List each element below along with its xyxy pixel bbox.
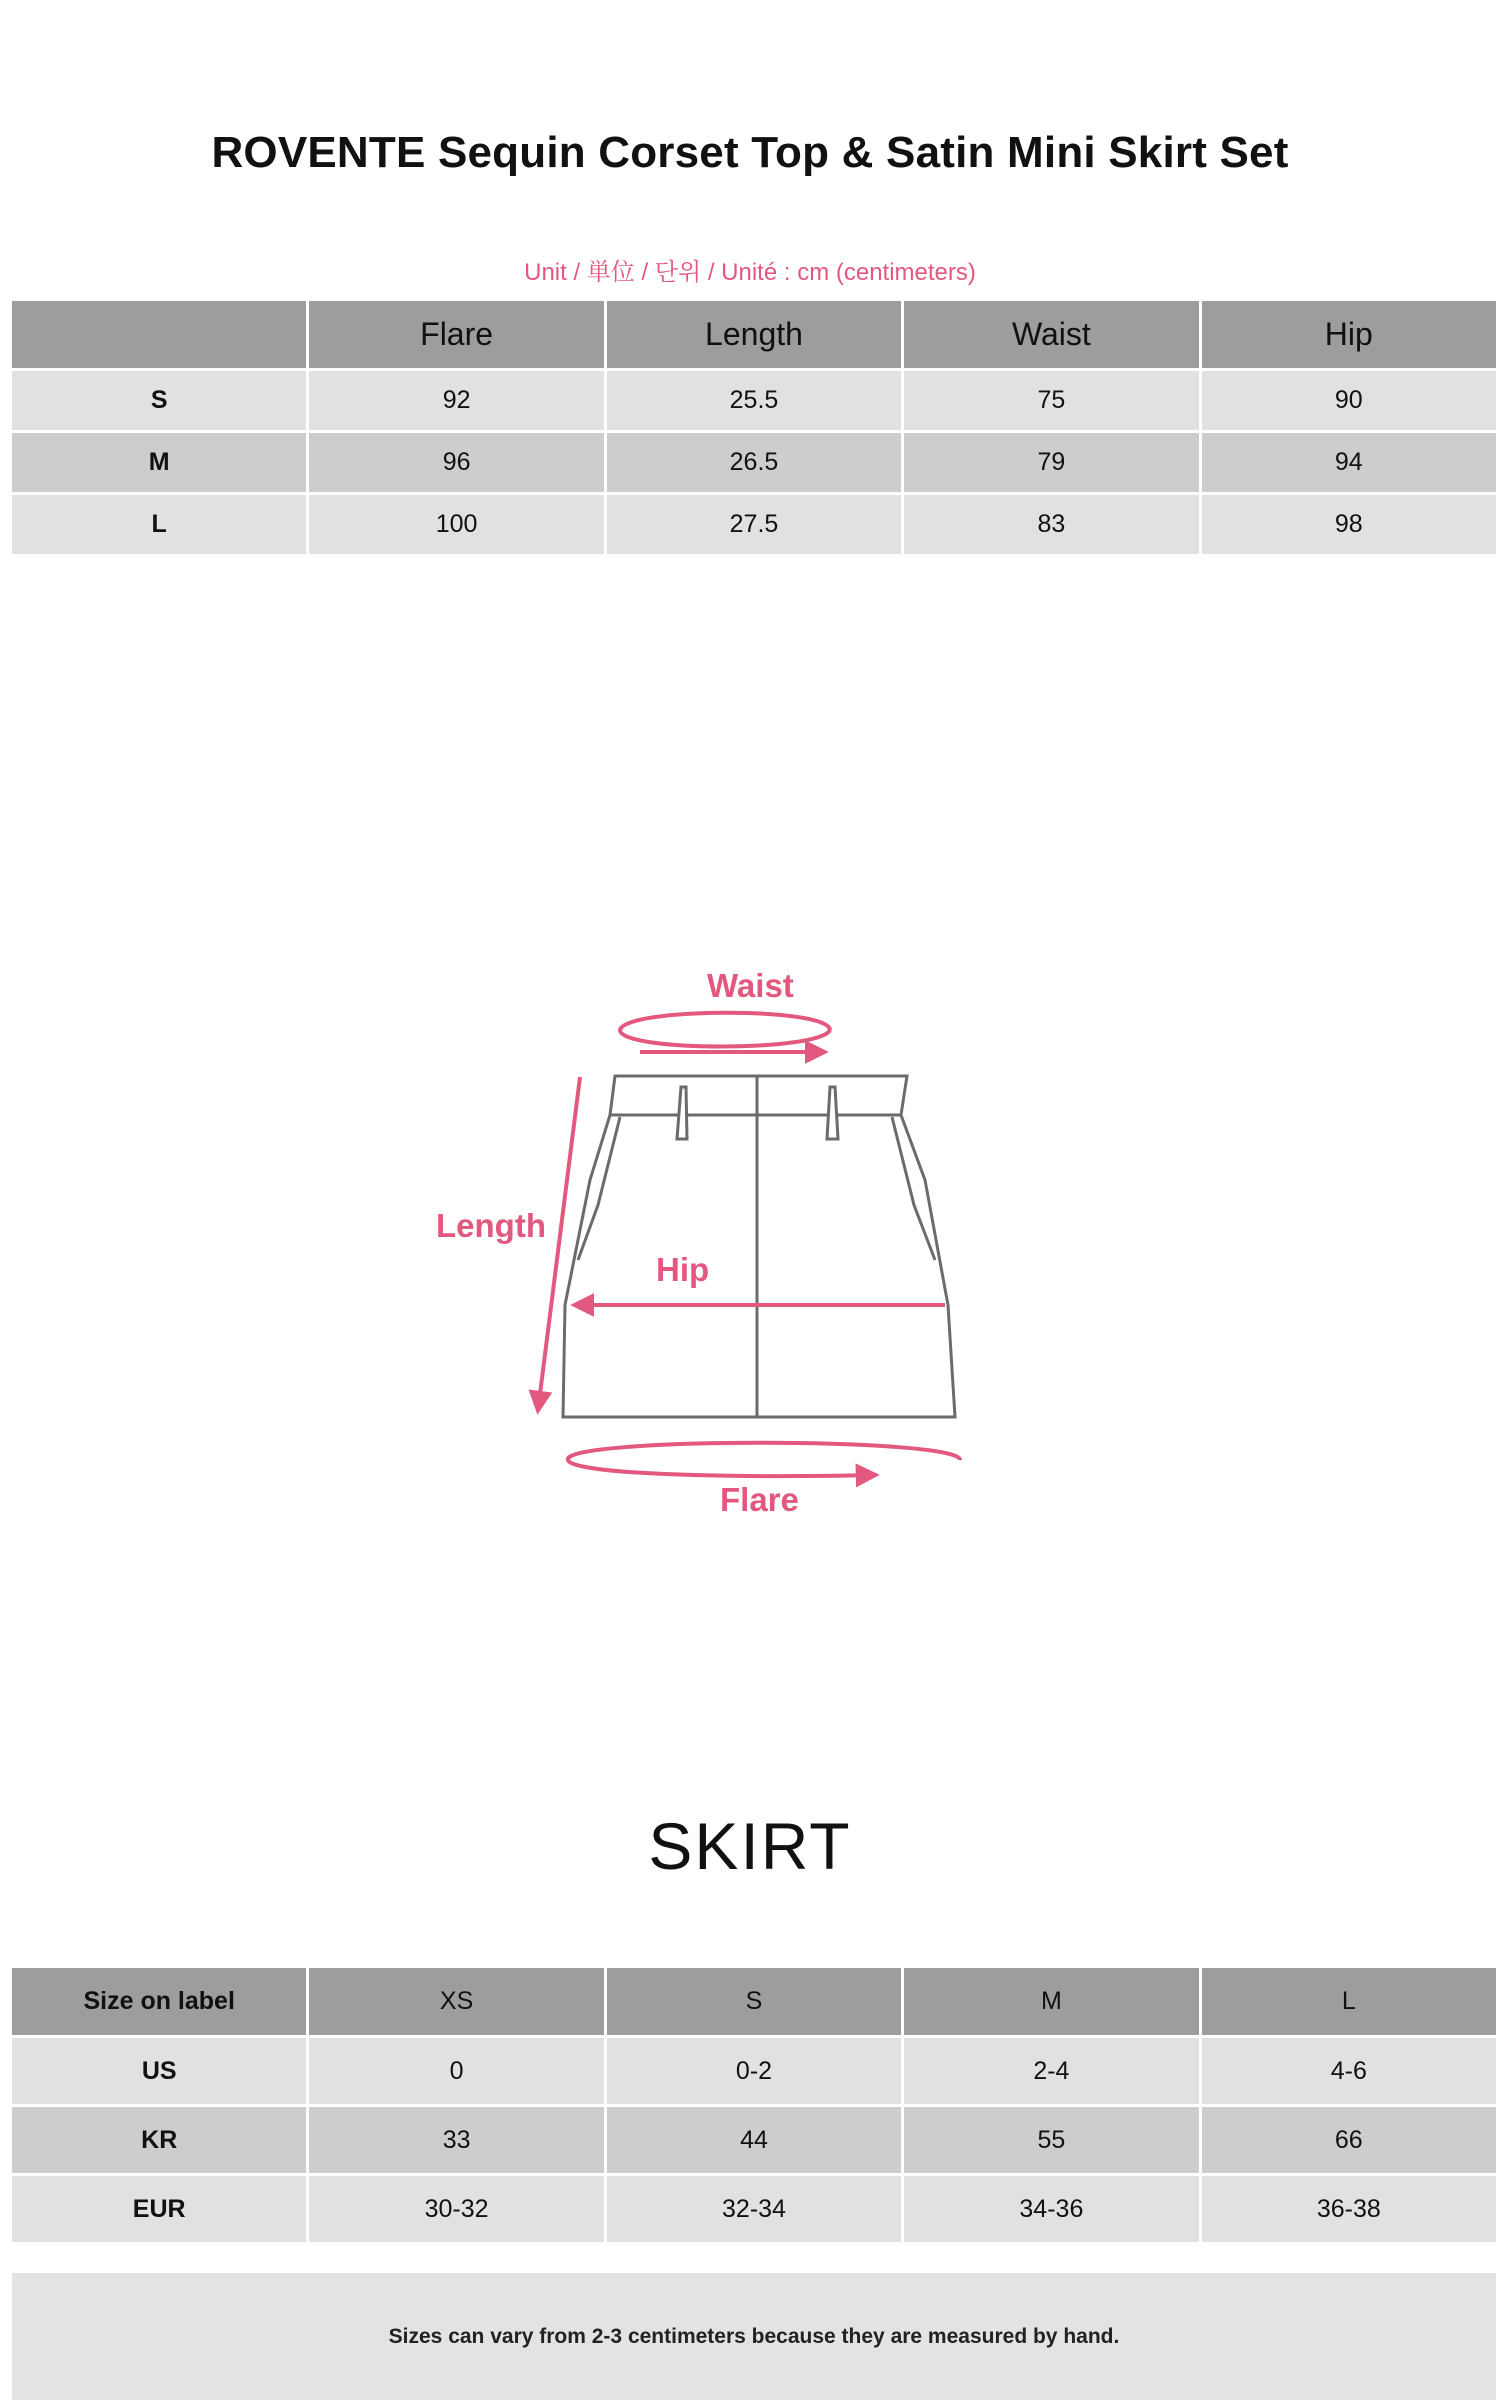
measurement-header-flare: Flare [309, 301, 603, 368]
measurement-cell: 83 [904, 495, 1198, 554]
size-conversion-table [12, 1968, 1496, 2242]
page-title: ROVENTE Sequin Corset Top & Satin Mini Skirt Set [211, 128, 1289, 177]
conversion-header: S [607, 1968, 901, 2035]
conversion-header: M [904, 1968, 1198, 2035]
waist-label: Waist [707, 967, 794, 1004]
conversion-cell: 4-6 [1202, 2038, 1496, 2104]
skirt-measurement-diagram [420, 955, 980, 1525]
conversion-cell: 2-4 [904, 2038, 1198, 2104]
measurement-cell: 25.5 [607, 371, 901, 430]
flare-label: Flare [720, 1481, 799, 1518]
conversion-header: Size on label [12, 1968, 306, 2035]
conversion-cell: 36-38 [1202, 2176, 1496, 2242]
measurement-header-length: Length [607, 301, 901, 368]
measurement-cell: 98 [1202, 495, 1496, 554]
conversion-cell: 0 [309, 2038, 603, 2104]
conversion-cell: 55 [904, 2107, 1198, 2173]
conversion-header: XS [309, 1968, 603, 2035]
conversion-row-label: US [12, 2038, 306, 2104]
conversion-row-label: KR [12, 2107, 306, 2173]
measurement-cell: 27.5 [607, 495, 901, 554]
conversion-cell: 32-34 [607, 2176, 901, 2242]
measurement-row-label: S [12, 371, 306, 430]
measurement-cell: 100 [309, 495, 603, 554]
length-label: Length [436, 1207, 546, 1244]
measurement-header-waist: Waist [904, 301, 1198, 368]
measurement-header-hip: Hip [1202, 301, 1496, 368]
flare-arrow [568, 1443, 960, 1476]
conversion-cell: 66 [1202, 2107, 1496, 2173]
unit-note: Unit / 単位 / 단위 / Unité : cm (centimeters) [524, 259, 976, 286]
measurement-disclaimer: Sizes can vary from 2-3 centimeters because they are measured by hand. [12, 2273, 1496, 2400]
measurement-row-label: M [12, 433, 306, 492]
conversion-cell: 33 [309, 2107, 603, 2173]
conversion-row-label: EUR [12, 2176, 306, 2242]
measurement-cell: 92 [309, 371, 603, 430]
skirt-outline [563, 1076, 955, 1417]
measurement-cell: 94 [1202, 433, 1496, 492]
conversion-cell: 30-32 [309, 2176, 603, 2242]
measurement-cell: 75 [904, 371, 1198, 430]
conversion-cell: 0-2 [607, 2038, 901, 2104]
conversion-header: L [1202, 1968, 1496, 2035]
measurement-cell: 26.5 [607, 433, 901, 492]
size-chart-title: SKIRT [648, 1809, 852, 1883]
measurement-header-blank [12, 301, 306, 368]
measurement-cell: 79 [904, 433, 1198, 492]
conversion-cell: 34-36 [904, 2176, 1198, 2242]
measurement-table [12, 301, 1496, 554]
conversion-cell: 44 [607, 2107, 901, 2173]
measurement-row-label: L [12, 495, 306, 554]
measurement-cell: 96 [309, 433, 603, 492]
hip-label: Hip [656, 1251, 710, 1288]
measurement-cell: 90 [1202, 371, 1496, 430]
waist-arrow [620, 1013, 830, 1052]
